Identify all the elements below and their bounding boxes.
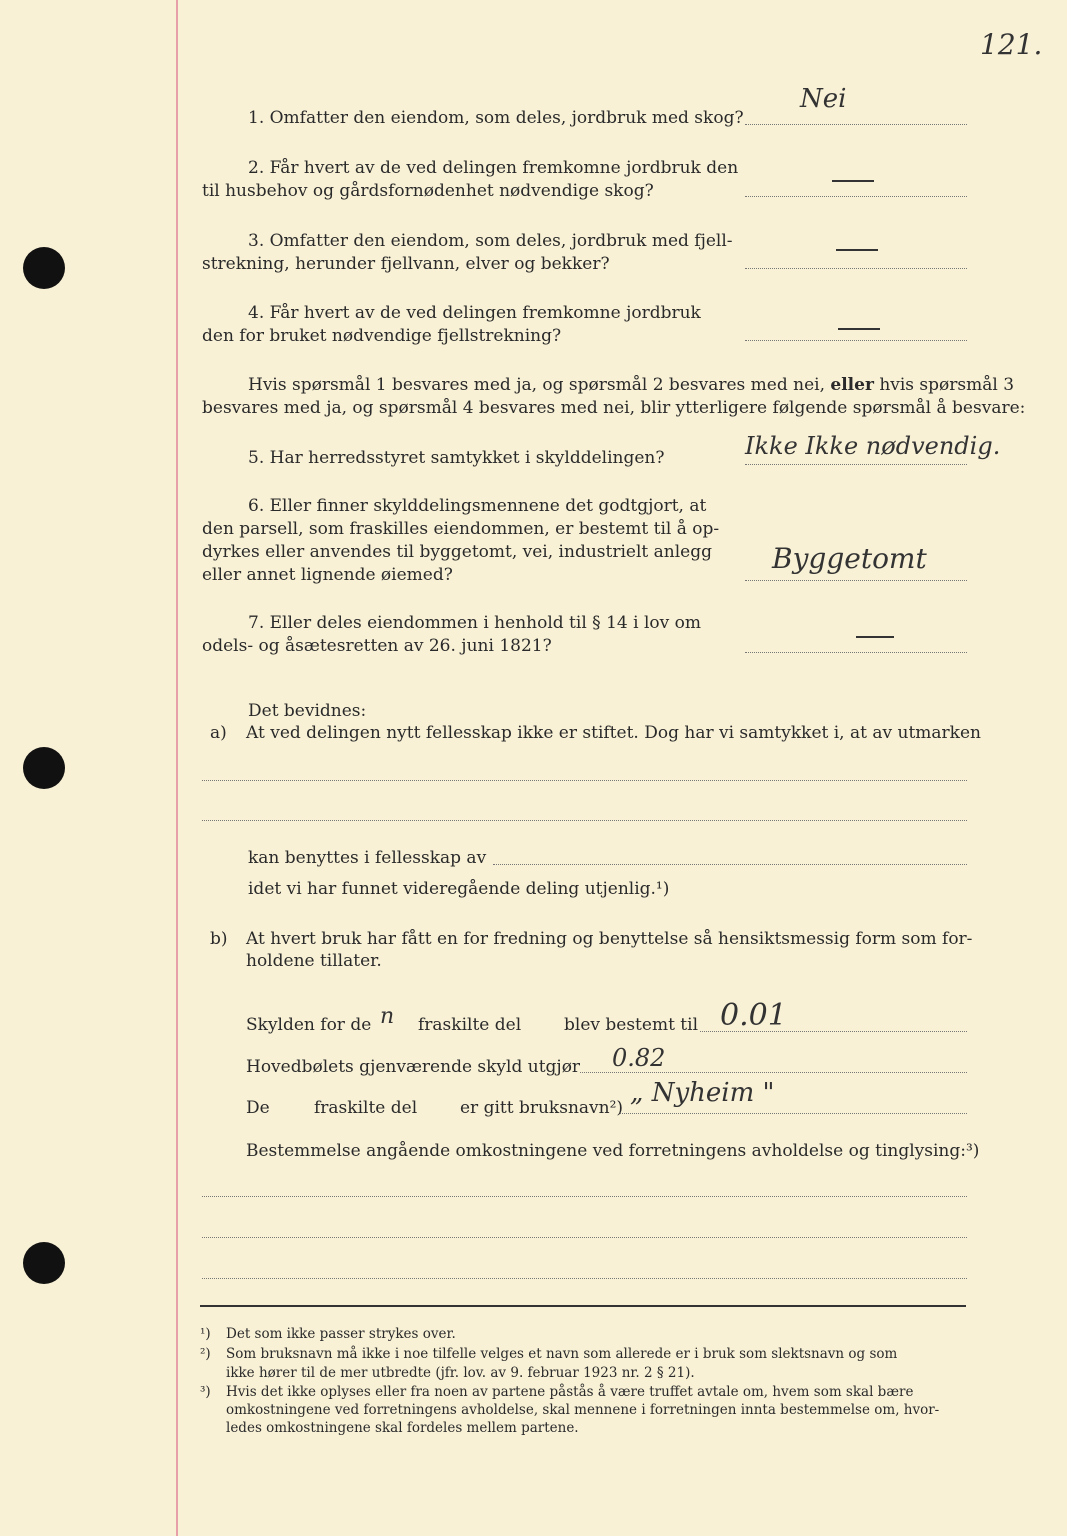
question-3-line-1: 3. Omfatter den eiendom, som deles, jordbruk med fjell- [248,231,733,251]
footnote-3-mark: ³) [200,1384,211,1400]
footnote-2-line-2: ikke hører til de mer utbredte (jfr. lov. av 9. februar 1923 nr. 2 § 21). [226,1365,695,1381]
question-5: 5. Har herredsstyret samtykket i skylddelingen? [248,448,665,468]
answer-line [745,652,967,653]
punch-hole [23,247,65,289]
tax-label-2: fraskilte del [418,1015,522,1035]
name-label-1: De [246,1098,270,1118]
tax-label-3: blev bestemt til [564,1015,699,1035]
shared-use-label: kan benyttes i fellesskap av [248,848,487,868]
question-4-line-1: 4. Får hvert av de ved delingen fremkomne jordbruk [248,303,701,323]
blank-line [580,1072,967,1073]
blank-line [202,1278,967,1279]
blank-line [202,1196,967,1197]
margin-line [176,0,178,1536]
question-4-line-2: den for bruket nødvendige fjellstrekning? [202,326,562,346]
question-7-line-2: odels- og åsætesretten av 26. juni 1821? [202,636,552,656]
blank-line [202,820,967,821]
tax-value: 0.01 [720,998,787,1033]
footnote-2-mark: ²) [200,1346,211,1362]
footnote-1-line-1: Det som ikke passer strykes over. [226,1326,456,1342]
punch-hole [23,747,65,789]
name-label-3: er gitt bruksnavn²) [460,1098,624,1118]
footnote-3-line-3: ledes omkostningene skal fordeles mellem partene. [226,1420,579,1436]
footnote-1-mark: ¹) [200,1326,211,1342]
footnote-2-line-1: Som bruksnavn må ikke i noe tilfelle velges et navn som allerede er i bruk som slektsnavn og som [226,1346,898,1362]
question-6-line-3: dyrkes eller anvendes til byggetomt, vei, industrielt anlegg [202,542,712,562]
question-6-line-1: 6. Eller finner skylddelingsmennene det godtgjort, at [248,496,707,516]
certification-a-label: a) [210,723,227,743]
name-label-2: fraskilte del [314,1098,418,1118]
blank-line [202,1237,967,1238]
farm-name-value: „ Nyheim " [630,1078,775,1108]
footnote-rule [200,1305,966,1307]
answer-2-dash [832,180,874,182]
question-6-line-2: den parsell, som fraskilles eiendommen, er bestemt til å op- [202,519,720,539]
punch-hole [23,1242,65,1284]
tax-label-1: Skylden for de [246,1015,372,1035]
answer-line [745,268,967,269]
certification-b-line-1: At hvert bruk har fått en for fredning og benyttelse så hensiktsmessig form som for- [246,929,973,949]
blank-line [620,1113,967,1114]
blank-line [202,780,967,781]
answer-3-dash [836,249,878,251]
answer-line [745,124,967,125]
question-6-line-4: eller annet lignende øiemed? [202,565,453,585]
remaining-tax-value: 0.82 [612,1044,666,1072]
certification-b-label: b) [210,929,228,949]
page-number: 121. [980,28,1043,61]
answer-7-dash [856,636,894,638]
answer-line [745,464,967,465]
answer-line [745,340,967,341]
answer-line [745,196,967,197]
question-1: 1. Omfatter den eiendom, som deles, jordbruk med skog? [248,108,744,128]
certification-a-text: At ved delingen nytt fellesskap ikke er stiftet. Dog har vi samtykket i, at av utmarken [246,723,981,743]
answer-5: Ikke Ikke nødvendig. [745,432,1001,460]
answer-4-dash [838,328,880,330]
question-2-line-1: 2. Får hvert av de ved delingen fremkomne jordbruk den [248,158,739,178]
answer-line [745,580,967,581]
answer-1: Nei [800,84,847,114]
question-2-line-2: til husbehov og gårdsfornødenhet nødvendige skog? [202,181,654,201]
answer-6: Byggetomt [772,542,927,575]
footnote-3-line-1: Hvis det ikke oplyses eller fra noen av partene påstås å være truffet avtale om, hvem som skal bære [226,1384,914,1400]
certification-b-line-2: holdene tillater. [246,951,382,971]
tax-handwritten-suffix: n [380,1004,395,1029]
footnote-3-line-2: omkostningene ved forretningens avholdelse, skal mennene i forretningen innta bestemmelse om, hvor- [226,1402,940,1418]
costs-label: Bestemmelse angående omkostningene ved forretningens avholdelse og tinglysing:³) [246,1141,980,1161]
conditional-intro-line-2: besvares med ja, og spørsmål 4 besvares med nei, blir ytterligere følgende spørsmål å besvare: [202,398,1026,418]
conditional-intro-line-1: Hvis spørsmål 1 besvares med ja, og spørsmål 2 besvares med nei, eller hvis spørsmål 3 [248,375,1015,395]
blank-line [493,864,967,865]
further-division-text: idet vi har funnet videregående deling utjenlig.¹) [248,879,670,899]
question-3-line-2: strekning, herunder fjellvann, elver og bekker? [202,254,610,274]
certification-heading: Det bevidnes: [248,701,367,721]
question-7-line-1: 7. Eller deles eiendommen i henhold til § 14 i lov om [248,613,701,633]
remaining-tax-label: Hovedbølets gjenværende skyld utgjør [246,1057,581,1077]
